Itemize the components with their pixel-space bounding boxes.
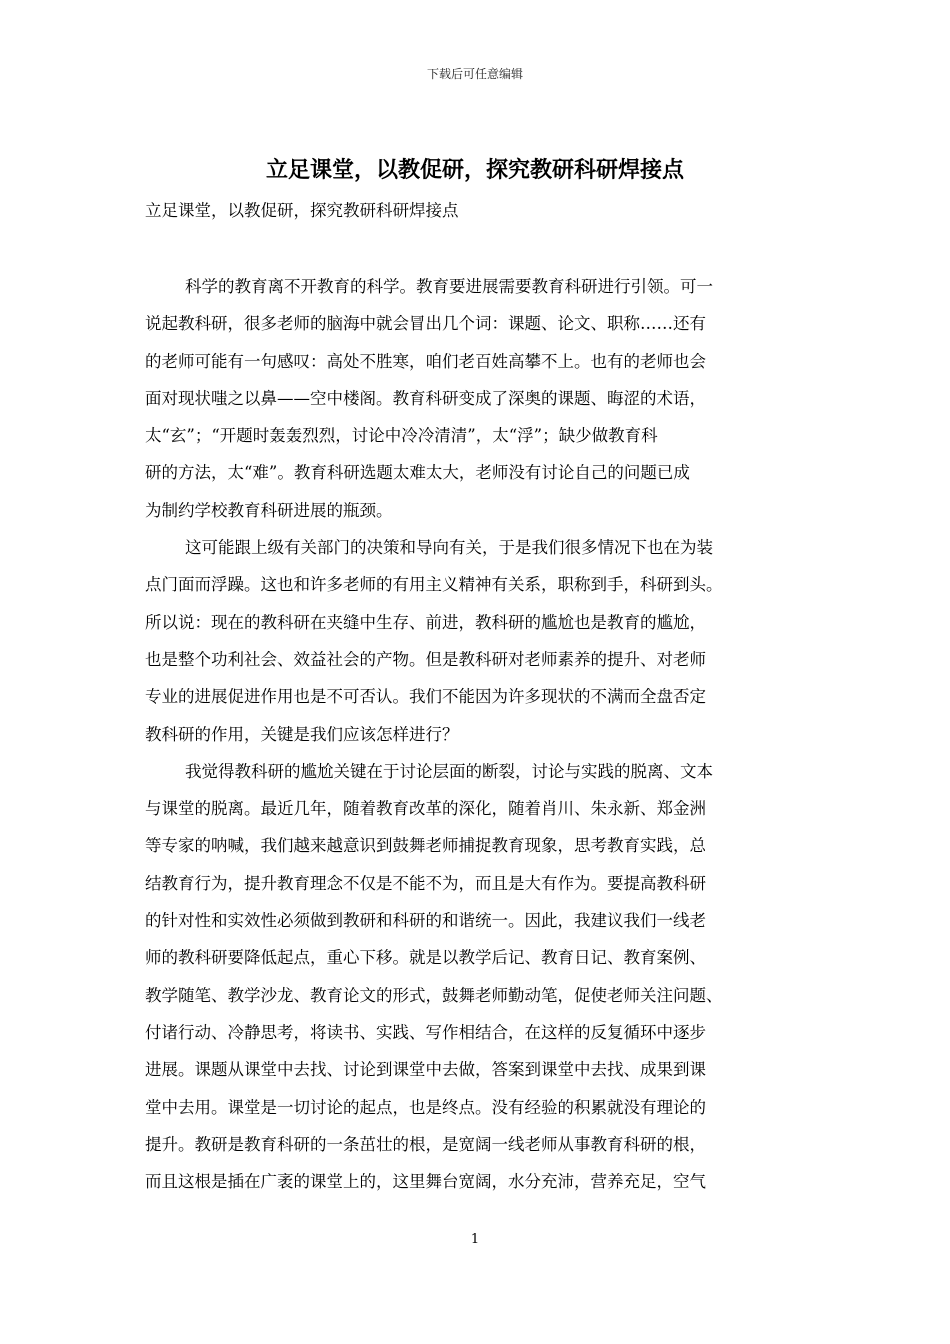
paragraph-1-line: 面对现状嗤之以鼻——空中楼阁。教育科研变成了深奥的课题、晦涩的术语， [145,388,706,408]
paragraph-3-line: 等专家的呐喊，我们越来越意识到鼓舞老师捕捉教育现象，思考教育实践，总 [145,836,706,856]
paragraph-3-line: 结教育行为，提升教育理念不仅是不能不为，而且是大有作为。要提高教科研 [145,873,706,893]
paragraph-2-line: 教科研的作用，关键是我们应该怎样进行？ [145,724,459,744]
document-title: 立足课堂，以教促研，探究教研科研焊接点 [265,157,684,183]
paragraph-3-line: 而且这根是插在广袤的课堂上的，这里舞台宽阔，水分充沛，营养充足，空气 [145,1172,706,1192]
page-header: 下载后可任意编辑 [426,67,523,81]
document-body [145,268,808,1200]
paragraph-1-line: 科学的教育离不开教育的科学。教育要进展需要教育科研进行引领。可一 [185,277,713,296]
paragraph-1-line: 太“玄”；“开题时轰轰烈烈，讨论中冷冷清清”，太“浮”；缺少做教育科 [145,426,658,446]
paragraph-1-line: 研的方法，太“难”。教育科研选题太难太大，老师没有讨论自己的问题已成 [145,463,690,483]
paragraph-3-line: 进展。课题从课堂中去找、讨论到课堂中去做，答案到课堂中去找、成果到课 [145,1060,706,1080]
document-subtitle: 立足课堂，以教促研，探究教研科研焊接点 [145,201,459,220]
paragraph-3-line: 的针对性和实效性必须做到教研和科研的和谐统一。因此，我建议我们一线老 [145,911,706,931]
paragraph-2-line: 也是整个功利社会、效益社会的产物。但是教科研对老师素养的提升、对老师 [145,649,706,669]
paragraph-1-line: 的老师可能有一句感叹：高处不胜寒，咱们老百姓高攀不上。也有的老师也会 [145,351,706,371]
paragraph-2-line: 所以说：现在的教科研在夹缝中生存、前进，教科研的尴尬也是教育的尴尬， [145,612,706,632]
paragraph-3-line: 堂中去用。课堂是一切讨论的起点，也是终点。没有经验的积累就没有理论的 [145,1097,706,1117]
paragraph-3-line: 付诸行动、冷静思考，将读书、实践、写作相结合，在这样的反复循环中逐步 [145,1022,706,1042]
paragraph-3-line: 提升。教研是教育科研的一条茁壮的根，是宽阔一线老师从事教育科研的根， [145,1134,706,1154]
paragraph-2-line: 点门面而浮躁。这也和许多老师的有用主义精神有关系，职称到手，科研到头。 [145,575,723,595]
paragraph-3-line: 教学随笔、教学沙龙、教育论文的形式，鼓舞老师勤动笔，促使老师关注问题、 [145,985,723,1005]
paragraph-3-line: 与课堂的脱离。最近几年，随着教育改革的深化，随着肖川、朱永新、郑金洲 [145,799,706,819]
paragraph-2-line: 这可能跟上级有关部门的决策和导向有关，于是我们很多情况下也在为装 [185,538,713,558]
paragraph-1-line: 说起教科研，很多老师的脑海中就会冒出几个词：课题、论文、职称……还有 [145,314,706,334]
page-number: 1 [470,1232,480,1247]
paragraph-2-line: 专业的进展促进作用也是不可否认。我们不能因为许多现状的不满而全盘否定 [145,687,706,707]
paragraph-1-line: 为制约学校教育科研进展的瓶颈。 [145,500,393,520]
paragraph-3-line: 师的教科研要降低起点，重心下移。就是以教学后记、教育日记、教育案例、 [145,948,706,968]
paragraph-3-line: 我觉得教科研的尴尬关键在于讨论层面的断裂，讨论与实践的脱离、文本 [185,761,713,781]
